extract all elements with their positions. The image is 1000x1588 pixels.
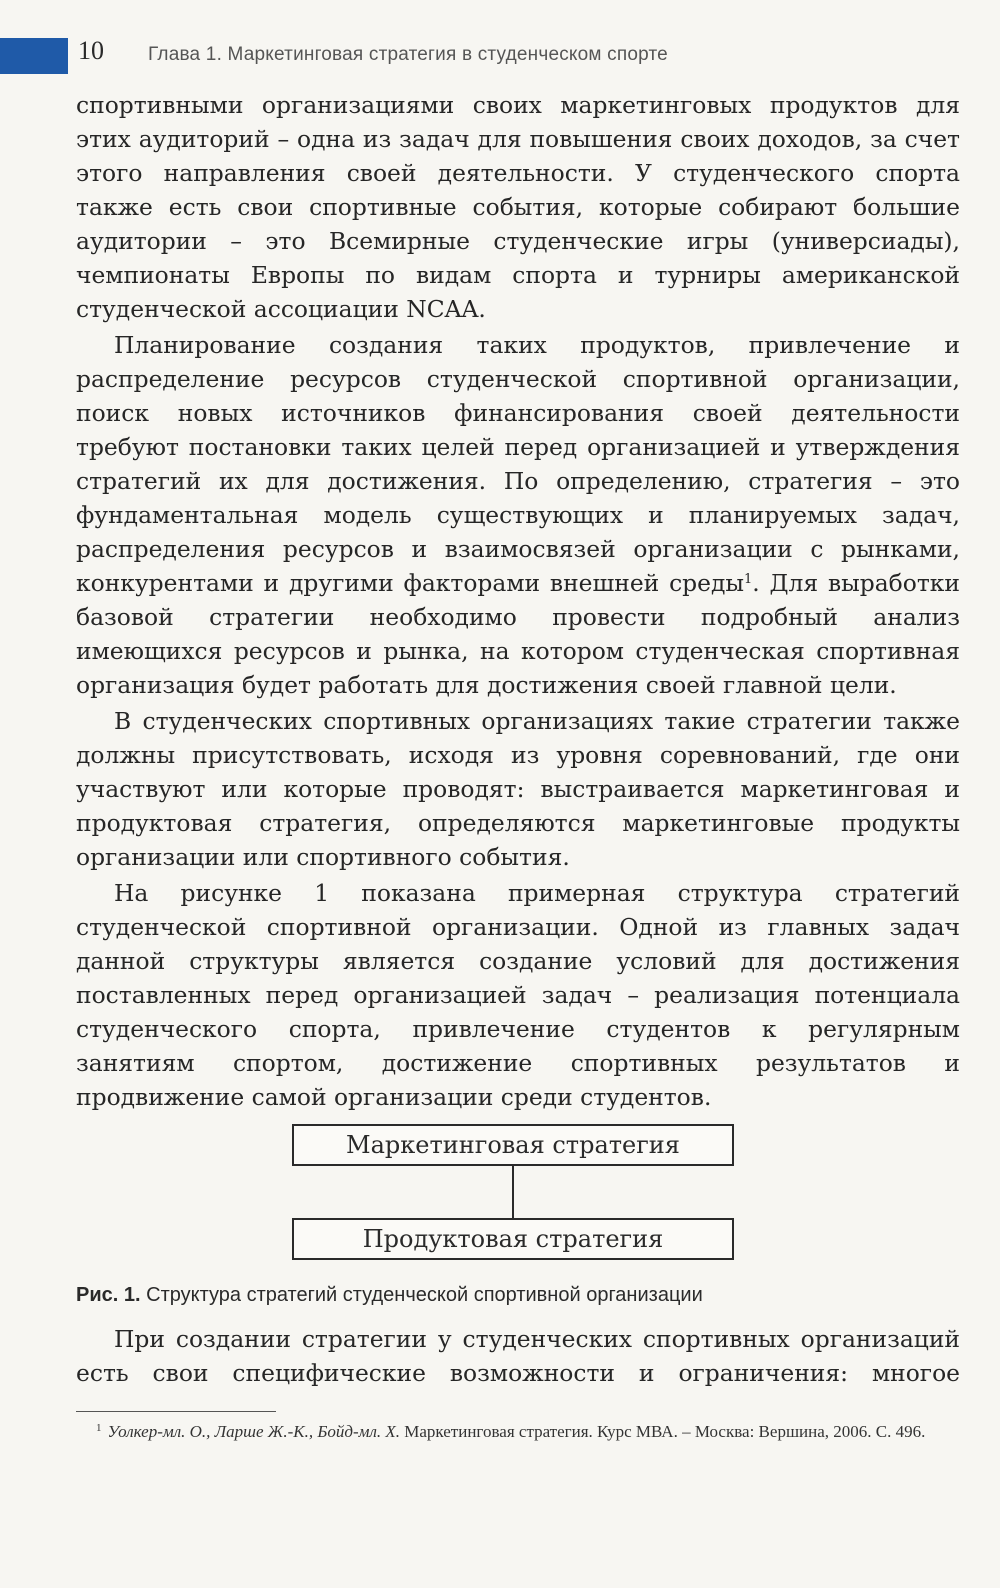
paragraph-2-part-2: . Для выработки базовой стратегии необходимо провести подробный анализ имеющихся ресурсов и рынка, на котором студенческая спортивная организация будет работать для достижения своей главной цели. [76,569,960,699]
figure-caption-label: Рис. 1. [76,1284,141,1306]
figure-caption-text: Структура стратегий студенческой спортивной организации [146,1284,703,1306]
paragraph-2 [76,328,960,702]
figure-caption [76,1284,703,1307]
footnote-authors: Уолкер-мл. О., Ларше Ж.-К., Бойд-мл. Х. [107,1422,401,1441]
footnote-ref[interactable]: 1 [744,572,753,587]
running-head: Глава 1. Маркетинговая стратегия в студенческом спорте [148,44,668,65]
page-number: 10 [78,36,104,65]
figure-box-product-strategy: Продуктовая стратегия [292,1218,734,1260]
body-text [76,88,960,1116]
figure-connector-line [512,1166,514,1218]
paragraph-1: спортивными организациями своих маркетинговых продуктов для этих аудиторий – одна из задач для повышения своих доходов, за счет этого направления своей деятельности. У студенческого спорта также есть свои спортивные события, которые собирают большие аудитории – это Всемирные студенческие игры (универсиады), чемпионаты Европы по видам спорта и турниры американской студенческой ассоциации NCAA. [76,91,960,323]
chapter-tab-marker [0,38,68,74]
paragraph-4: На рисунке 1 показана примерная структура стратегий студенческой спортивной организации. Одной из главных задач данной структуры является создание условий для достижения поставленных перед организацией задач – реализация потенциала студенческого спорта, привлечение студентов к регулярным занятиям спортом, достижение спортивных результатов и продвижение самой организации среди студентов. [76,879,960,1111]
continuation-text [76,1322,960,1390]
figure-box-marketing-strategy: Маркетинговая стратегия [292,1124,734,1166]
paragraph-2-part-1: Планирование создания таких продуктов, привлечение и распределение ресурсов студенческой спортивной организации, поиск новых источников финансирования своей деятельности требуют постановки таких целей перед организацией и утверждения стратегий их для достижения. По определению, стратегия – это фундаментальная модель существующих и планируемых задач, распределения ресурсов и взаимосвязей организации с рынками, конкурентами и другими факторами внешней среды [76,331,960,597]
footnote-text: Маркетинговая стратегия. Курс МВА. – Москва: Вершина, 2006. С. 496. [404,1422,926,1441]
footnote [96,1420,958,1444]
paragraph-5: При создании стратегии у студенческих спортивных организаций есть свои специфические возможности и ограничения: многое [76,1325,960,1387]
footnote-divider [76,1411,276,1412]
paragraph-3: В студенческих спортивных организациях такие стратегии также должны присутствовать, исходя из уровня соревнований, где они участвуют или которые проводят: выстраивается маркетинговая и продуктовая стратегия, определяются маркетинговые продукты организации или спортивного события. [76,707,960,871]
footnote-number: 1 [96,1422,102,1434]
